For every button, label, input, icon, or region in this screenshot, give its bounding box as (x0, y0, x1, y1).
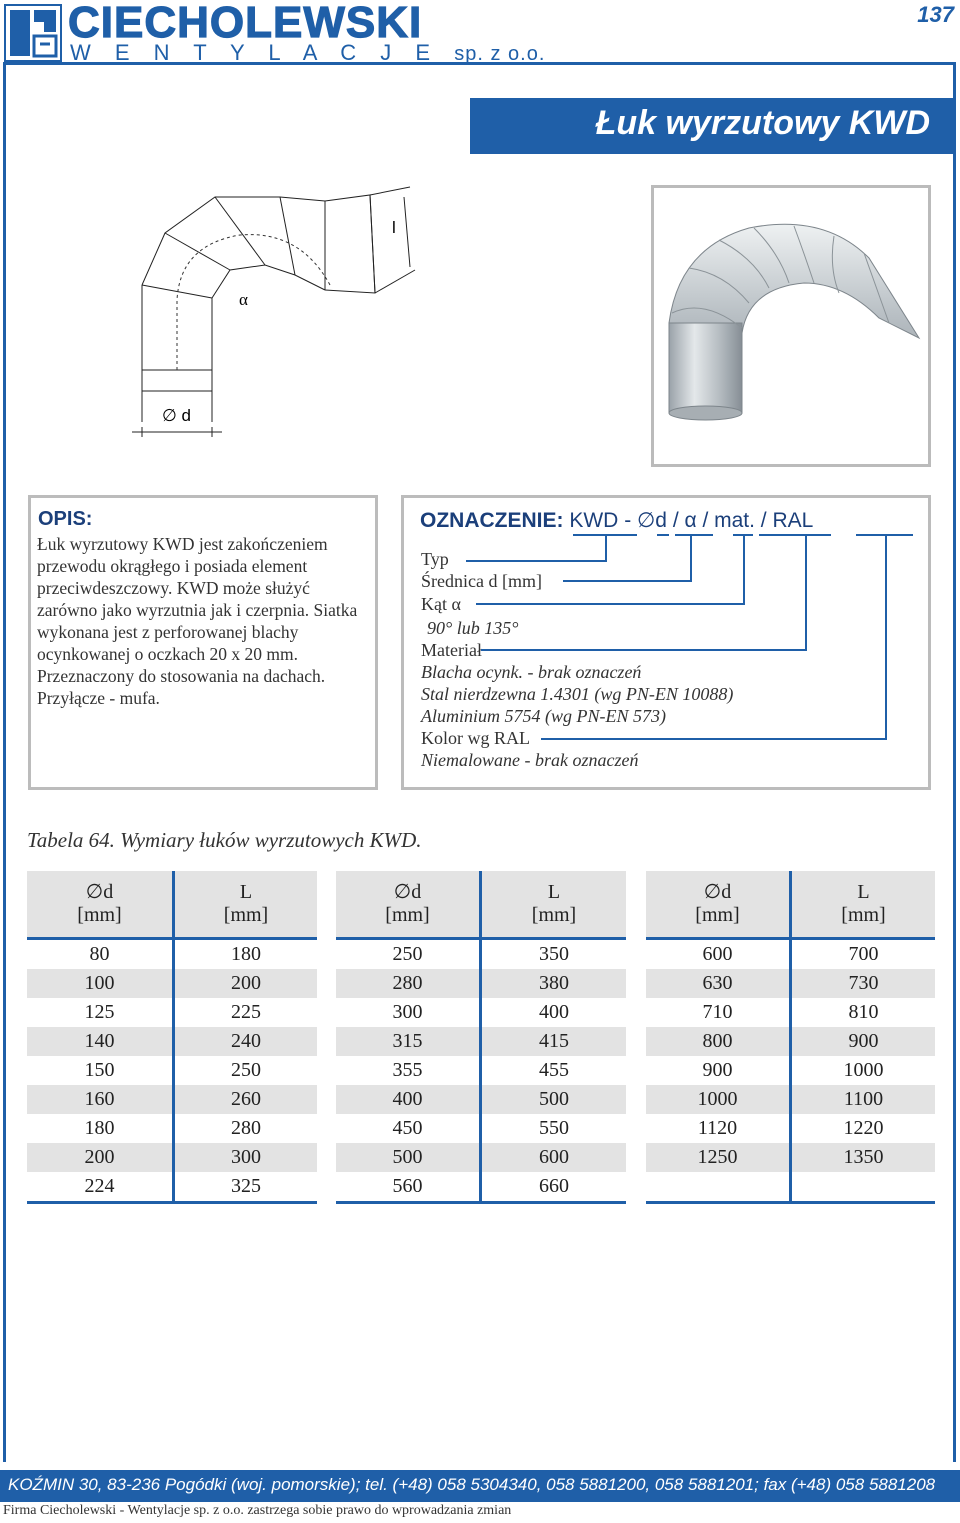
table-row: 1120 1220 (646, 1114, 935, 1143)
footer-bar (0, 1470, 960, 1502)
table-row: 600 700 (646, 939, 935, 970)
designation-line: Średnica d [mm] (421, 571, 542, 591)
table-row: 80 180 (27, 939, 317, 970)
table-row: 400 500 (336, 1085, 626, 1114)
column-header-l: L [mm] (791, 871, 936, 939)
page-title: Łuk wyrzutowy KWD (595, 104, 930, 142)
table-row (646, 1172, 935, 1203)
elbow-illustration (654, 188, 928, 464)
table-row: 250 350 (336, 939, 626, 970)
table-row: 150 250 (27, 1056, 317, 1085)
table-row: 160 260 (27, 1085, 317, 1114)
footer-address: KOŹMIN 30, 83-236 Pogódki (woj. pomorskie); tel. (+48) 058 5304340, 058 5881200, 058 5881201; fax (+48) 058 5881208 (8, 1475, 936, 1494)
table-row: 1250 1350 (646, 1143, 935, 1172)
table-row: 450 550 (336, 1114, 626, 1143)
description-text: Łuk wyrzutowy KWD jest zakończeniem przewodu okrągłego i posiada element przeciwdeszczowy. KWD może służyć zarówno jako wyrzutnia jak i czerpnia. Siatka wykonana jest z perforowanej blachy ocynkowanej o oczkach 20 x 20 mm. Przeznaczony do stosowania na dachach. Przyłącze - mufa. (37, 534, 358, 708)
column-header-d: ∅d [mm] (27, 871, 174, 939)
brand-suffix: sp. z o.o. (454, 43, 546, 65)
designation-code-type: KWD (569, 509, 619, 532)
designation-line: Aluminium 5754 (wg PN-EN 573) (421, 706, 666, 726)
designation-line: Kąt α (421, 594, 461, 614)
brand-subtitle: W E N T Y L A C J E sp. z o.o. (70, 40, 546, 65)
table-row: 355 455 (336, 1056, 626, 1085)
product-photo (651, 185, 931, 467)
designation-connector-lines (401, 495, 931, 790)
table-row: 315 415 (336, 1027, 626, 1056)
designation-line: Typ (421, 549, 449, 569)
title-bar (470, 98, 956, 154)
table-row: 125 225 (27, 998, 317, 1027)
page-number: 137 (917, 2, 954, 27)
designation-label: OZNACZENIE: (420, 509, 564, 532)
designation-line: 90° lub 135° (427, 618, 519, 638)
company-logo (4, 4, 62, 62)
table-row: 1000 1100 (646, 1085, 935, 1114)
dimensions-table-3 (646, 871, 935, 1204)
table-row: 224 325 (27, 1172, 317, 1203)
table-row: 560 660 (336, 1172, 626, 1203)
d-label: ∅ d (162, 406, 191, 425)
designation-line: Niemalowane - brak oznaczeń (421, 750, 639, 770)
table-row: 710 810 (646, 998, 935, 1027)
designation-line: Blacha ocynk. - brak oznaczeń (421, 662, 642, 682)
alpha-label: α (239, 290, 248, 309)
table-row: 630 730 (646, 969, 935, 998)
dimensions-table-1 (27, 871, 317, 1204)
designation-code-rest: - ∅d / α / mat. / RAL (624, 509, 814, 532)
l-label: l (392, 218, 396, 237)
table-row: 500 600 (336, 1143, 626, 1172)
column-header-l: L [mm] (174, 871, 318, 939)
designation-line: Materiał (421, 640, 482, 660)
footer-note: Firma Ciecholewski - Wentylacje sp. z o.o. zastrzega sobie prawo do wprowadzania zmian (3, 1503, 512, 1518)
table-caption: Tabela 64. Wymiary łuków wyrzutowych KWD. (27, 828, 422, 852)
column-header-d: ∅d [mm] (336, 871, 481, 939)
table-row: 140 240 (27, 1027, 317, 1056)
table-row: 800 900 (646, 1027, 935, 1056)
designation-line: Stal nierdzewna 1.4301 (wg PN-EN 10088) (421, 684, 734, 704)
table-row: 280 380 (336, 969, 626, 998)
description-heading: OPIS: (38, 508, 93, 530)
table-row: 300 400 (336, 998, 626, 1027)
designation-line: Kolor wg RAL (421, 728, 530, 748)
dimensions-table-2 (336, 871, 626, 1204)
table-row: 900 1000 (646, 1056, 935, 1085)
table-row: 200 300 (27, 1143, 317, 1172)
technical-drawing (120, 175, 430, 440)
table-row: 180 280 (27, 1114, 317, 1143)
column-header-l: L [mm] (481, 871, 627, 939)
column-header-d: ∅d [mm] (646, 871, 791, 939)
brand-name: CIECHOLEWSKI (68, 0, 423, 47)
table-row: 100 200 (27, 969, 317, 998)
